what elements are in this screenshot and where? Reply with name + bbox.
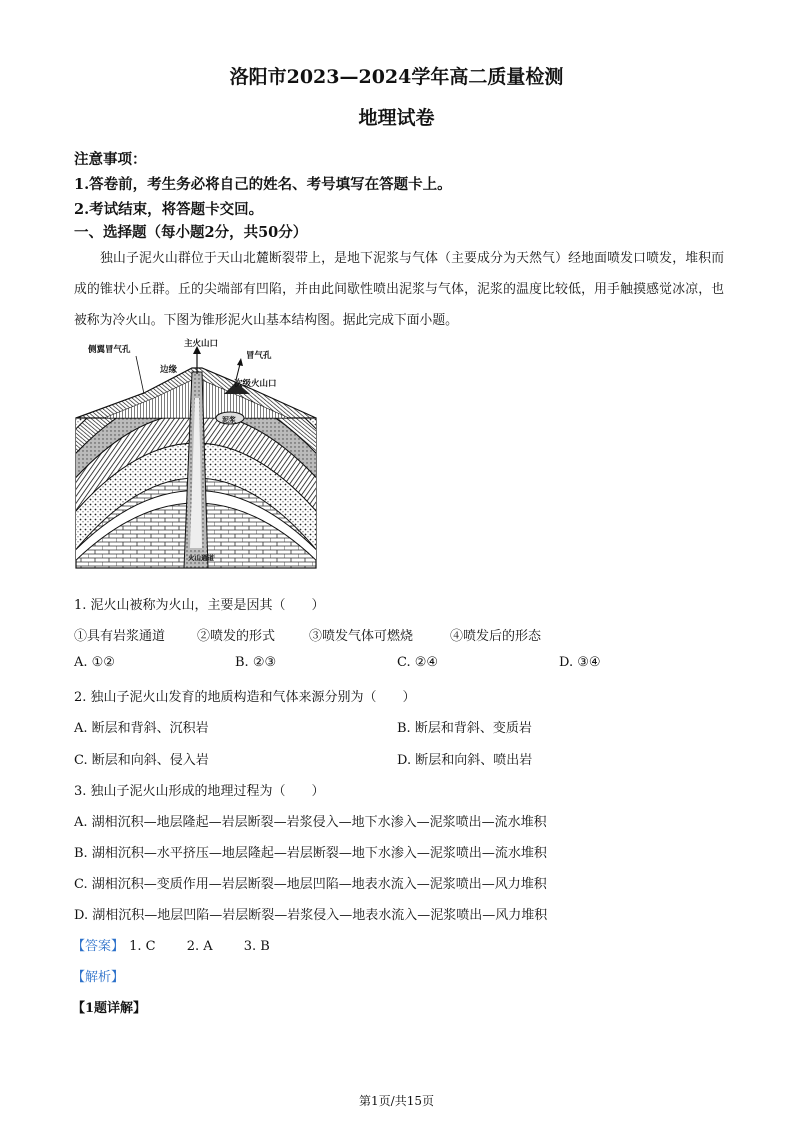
main-crater-label: 主火山口 (184, 339, 219, 349)
q1-option-a[interactable]: A. ①② (74, 655, 115, 670)
answer-tag: 【答案】 (72, 939, 125, 954)
q2-option-d[interactable]: D. 断层和向斜、喷出岩 (397, 753, 533, 768)
notice-heading: 注意事项： (74, 151, 147, 168)
q2-option-b[interactable]: B. 断层和背斜、变质岩 (397, 721, 532, 736)
mud-volcano-diagram (74, 338, 320, 573)
q1-statement-2: ②喷发的形式 (197, 629, 276, 644)
answer-2: 2. A (186, 939, 213, 954)
q1-statement-3: ③喷发气体可燃烧 (309, 629, 414, 644)
q2-option-c[interactable]: C. 断层和向斜、侵入岩 (74, 753, 209, 768)
q1-option-b[interactable]: B. ②③ (235, 655, 277, 670)
mud-label: 泥浆 (222, 416, 236, 424)
secondary-crater-label: 次级火山口 (234, 379, 277, 389)
answer-3: 3. B (243, 939, 270, 954)
side-vent-label: 侧翼冒气孔 (88, 345, 131, 355)
q1-statement-4: ④喷发后的形态 (450, 629, 542, 644)
question-2-stem: 2. 独山子泥火山发育的地质构造和气体来源分别为（ ） (74, 690, 416, 705)
notice-item-2: 2.考试结束，将答题卡交回。 (74, 201, 264, 218)
q1-option-c[interactable]: C. ②④ (397, 655, 439, 670)
question-1-stem: 1. 泥火山被称为火山，主要是因其（ ） (74, 598, 325, 613)
passage-text: 独山子泥火山群位于天山北麓断裂带上，是地下泥浆与气体（主要成分为天然气）经地面喷发口喷发，堆积而成的锥状小丘群。丘的尖端部有凹陷，并由此间歇性喷出泥浆与气体，泥浆的温度比较低，用手触摸感觉冰凉，也被称为冷火山。下图为锥形泥火山基本结构图。据此完成下面小题。 (74, 251, 724, 328)
page-title: 洛阳市2023—2024学年高二质量检测 (229, 66, 564, 88)
q3-option-c[interactable]: C. 湖相沉积—变质作用—岩层断裂—地层凹陷—地表水流入—泥浆喷出—风力堆积 (74, 877, 547, 892)
conduit-label: 火山通道 (188, 554, 214, 562)
page-subtitle: 地理试卷 (358, 107, 435, 129)
section-heading: 一、选择题（每小题2分，共50分） (74, 224, 308, 241)
q2-option-a[interactable]: A. 断层和背斜、沉积岩 (74, 721, 209, 736)
answer-1: 1. C (129, 939, 156, 954)
analysis-tag: 【解析】 (72, 970, 125, 985)
mud-volcano-figure (74, 338, 320, 573)
q1-option-d[interactable]: D. ③④ (559, 655, 601, 670)
page-number: 第1页/共15页 (359, 1094, 434, 1108)
vent-label: 冒气孔 (246, 351, 272, 361)
question-3-stem: 3. 独山子泥火山形成的地理过程为（ ） (74, 784, 325, 799)
detail-heading: 【1题详解】 (72, 1001, 147, 1016)
q3-option-a[interactable]: A. 湖相沉积—地层隆起—岩层断裂—岩浆侵入—地下水渗入—泥浆喷出—流水堆积 (74, 815, 547, 830)
q3-option-b[interactable]: B. 湖相沉积—水平挤压—地层隆起—岩层断裂—地下水渗入—泥浆喷出—流水堆积 (74, 846, 547, 861)
q1-statement-1: ①具有岩浆通道 (74, 629, 166, 644)
rim-label: 边缘 (160, 365, 178, 375)
notice-item-1: 1.答卷前，考生务必将自己的姓名、考号填写在答题卡上。 (74, 176, 452, 193)
q3-option-d[interactable]: D. 湖相沉积—地层凹陷—岩层断裂—岩浆侵入—地表水流入—泥浆喷出—风力堆积 (74, 908, 548, 923)
answer-line (72, 935, 270, 954)
